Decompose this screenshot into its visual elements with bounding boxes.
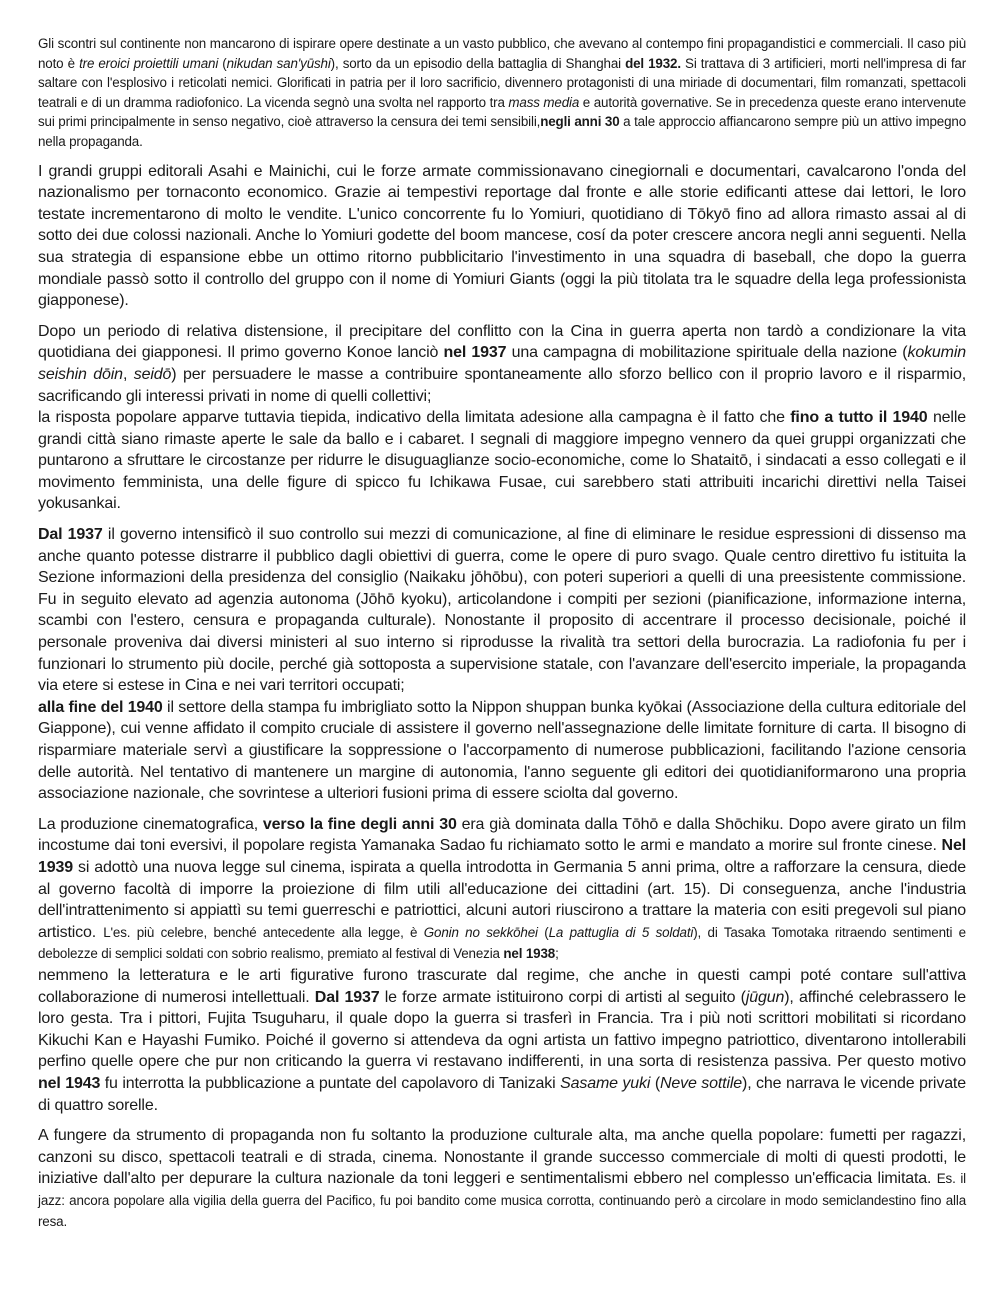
text-run: ), sorto da un episodio della battaglia di Shanghai xyxy=(330,55,626,71)
italic-text: jūgun xyxy=(745,988,785,1006)
paragraph xyxy=(38,524,966,805)
paragraph-line-group xyxy=(38,697,966,805)
italic-text: La pattuglia di 5 soldati xyxy=(548,924,694,940)
text-run: nemmeno la letteratura e le arti figurative furono trascurate dal regime, che anche in questi campi poté contare sull'attiva collaborazione di numerosi intellettuali. xyxy=(38,966,966,1006)
paragraph-line-group xyxy=(38,1125,966,1233)
bold-text: verso la fine degli anni 30 xyxy=(262,815,457,833)
text-run: Es. il jazz: ancora popolare alla vigilia della guerra del Pacifico, fu poi bandito come musica corrotta, continuando però a circolare in modo semiclandestino fino alla resa. xyxy=(38,1171,967,1230)
bold-text: nel 1938 xyxy=(503,946,556,962)
bold-text: Dal 1937 xyxy=(314,988,380,1006)
paragraph-line-group xyxy=(38,34,966,152)
paragraph xyxy=(38,1125,966,1233)
bold-text: del 1932. xyxy=(625,55,681,71)
text-run: ( xyxy=(650,1074,660,1092)
text-run: La produzione cinematografica, xyxy=(38,815,263,833)
text-run: L'es. più celebre, benché antecedente alla legge, è xyxy=(103,924,424,940)
text-run: , xyxy=(122,365,134,383)
text-run: il settore della stampa fu imbrigliato sotto la Nippon shuppan bunka kyōkai (Associazione della cultura editoriale del Giappone), cui venne affidato il compito cruciale di assistere il governo nell'assegnazione delle limitate forniture di carta. Il bisogno di risparmiare materiale servì a giustificare la soppressione o l'accorpamento di numerose pubblicazioni, facilitando l'azione censoria delle autorità. Nel tentativo di mantenere un margine di autonomia, l'anno seguente gli editori dei quotidianiformarono una propria associazione nazionale, che sovrintese a ulteriori fusioni prima di essere sciolta dal governo. xyxy=(38,698,966,803)
italic-text: Sasame yuki xyxy=(560,1074,651,1092)
text-run: Si trattava di 3 artificieri, morti nell'impresa di far saltare con l'esplosivo i reticolati nemici. Glorificati in patria per il loro sacrificio, divennero protagonisti di una miriade di documentari, film romanzati, spettacoli teatrali e di un dramma radiofonico. La vicenda segnò una svolta nel rapporto tra xyxy=(38,55,967,110)
text-run: Dopo un periodo di relativa distensione, il precipitare del conflitto con la Cina in guerra aperta non tardò a condizionare la vita quotidiana dei giapponesi. Il primo governo Konoe lanciò xyxy=(38,322,966,362)
italic-text: seidō xyxy=(133,365,172,383)
text-run: una campagna di mobilitazione spirituale della nazione ( xyxy=(506,344,908,362)
paragraph xyxy=(38,161,966,312)
italic-text: Gonin no sekkōhei xyxy=(423,924,538,940)
text-run: il governo intensificò il suo controllo sui mezzi di comunicazione, al fine di eliminare le residue espressioni di dissenso ma anche quanto potesse distrarre il pubblico dagli obiettivi di guerra, come le opere di puro svago. Quale centro direttivo fu istituita la Sezione informazioni della presidenza del consiglio (Naikaku jōhōbu), con poteri superiori a quelli di una preesistente commissione. Fu in seguito elevato ad agenzia autonoma (Jōhō kyoku), articolandone i compiti per sezioni (pianificazione, informazione interna, scambi con l'estero, censura e propaganda culturale). Nonostante il proposito di accentrare il processo decisionale, poiché il personale proveniva dai diversi ministeri al suo interno si riprodusse la rivalità tra settori della burocrazia. La radiofonia fu per i funzionari lo strumento più docile, perché già sottoposta a supervisione statale, con l'avanzare dell'esercito imperiale, la propaganda via etere si estese in Cina e nei vari territori occupati; xyxy=(38,526,966,695)
paragraph-line-group xyxy=(38,965,966,1116)
bold-text: nel 1937 xyxy=(443,344,507,362)
bold-text: alla fine del 1940 xyxy=(38,698,163,716)
text-run: I grandi gruppi editorali Asahi e Mainichi, cui le forze armate commissionavano cinegiornali e documentari, cavalcarono l'onda del nazionalismo per tornaconto economico. Grazie ai tempestivi reportage dal fronte e alle storie edificanti attese dai lettori, le loro testate incrementarono di molto le vendite. L'unico concorrente fu lo Yomiuri, quotidiano di Tōkyō fino ad allora rimasto assai al di sotto dei due colossi nazionali. Anche lo Yomiuri godette del boom mancese, cosí da poter crescere ancora negli anni seguenti. Nella sua strategia di espansione ebbe un ottimo ritorno pubblicitario l'investimento in una squadra di baseball, che dopo la guerra mondiale passò sotto il controllo del gruppo con il nome di Yomiuri Giants (oggi la più titolata tra le squadre della lega professionista giapponese). xyxy=(38,162,966,310)
italic-text: Neve sottile xyxy=(660,1074,743,1092)
italic-text: mass media xyxy=(508,94,580,110)
bold-text: negli anni 30 xyxy=(540,114,620,130)
text-run: le forze armate istituirono corpi di artisti al seguito ( xyxy=(379,988,746,1006)
italic-text: nikudan san'yūshi xyxy=(226,55,331,71)
text-run: ), che narrava le vicende private di quattro sorelle. xyxy=(38,1074,966,1114)
paragraph xyxy=(38,321,966,515)
text-run: era già dominata dalla Tōhō e dalla Shōchiku. Dopo avere girato un film incostume dai toni eversivi, il popolare regista Yamanaka Sadao fu richiamato sotto le armi e mandato a morire sul fronte cinese. xyxy=(38,815,967,855)
text-run: ), di Tasaka Tomotaka ritraendo sentimenti e debolezze di semplici soldati con sobrio realismo, premiato al festival di Venezia xyxy=(38,924,966,962)
text-run: ), affinché celebrassero le loro gesta. Tra i pittori, Fujita Tsuguharu, il quale dopo la guerra si trasferì in Francia. Tra i più noti scrittori mobilitati si ricordano Kikuchi Kan e Hayashi Fumiko. Poiché il governo si attendeva da ogni artista un fattivo impegno patriottico, diventarono intollerabili perfino quelle opere che pur non criticando la guerra vi restavano indifferenti, in una sorta di resistenza passiva. Per questo motivo xyxy=(38,988,966,1071)
text-run: ; xyxy=(555,946,559,962)
paragraph xyxy=(38,34,966,152)
text-run: nelle grandi città siano rimaste aperte le sale da ballo e i cabaret. I segnali di maggiore impegno vennero da quei gruppi organizzati che puntarono a sfruttare le circostanze per ridurre le disuguaglianze socio-economiche, come lo Shataitō, i sindacati a esso collegati e il movimento femminista, una delle figure di spicco fu Ichikawa Fusae, cui sarebbero stati attribuiti incarichi direttivi nella Taisei yokusankai. xyxy=(38,409,966,513)
text-run: si adottò una nuova legge sul cinema, ispirata a quella introdotta in Germania 5 anni prima, oltre a rafforzare la censura, diede al governo facoltà di imporre la proiezione di film utili all'educazione dei cittadini (art. 15). Di conseguenza, anche l'industria dell'intrattenimento si appiattì su temi guerreschi e patriottici, alcuni autori riuscirono a trattare la materia con esiti pregevoli sul piano artistico. xyxy=(38,858,966,941)
text-run: Gli scontri sul continente non mancarono di ispirare opere destinate a un vasto pubblico, che avevano al contempo fini propagandistici e commerciali. Il caso più noto è xyxy=(38,36,966,71)
bold-text: Dal 1937 xyxy=(38,526,103,544)
bold-text: fino a tutto il 1940 xyxy=(790,409,928,427)
paragraph-line-group xyxy=(38,161,966,312)
text-run: ( xyxy=(218,55,227,71)
text-run: ( xyxy=(537,924,549,940)
bold-text: Nel 1939 xyxy=(38,837,966,876)
text-run: e autorità governative. Se in precedenza queste erano intervenute sui primi principalmente in senso negativo, cioè attraverso la censura dei temi sensibili, xyxy=(38,94,966,130)
text-run: la risposta popolare apparve tuttavia tiepida, indicativo della limitata adesione alla campagna è il fatto che xyxy=(38,409,791,427)
text-run: A fungere da strumento di propaganda non fu soltanto la produzione culturale alta, ma anche quella popolare: fumetti per ragazzi, canzoni su disco, spettacoli teatrali e di strada, cinema. Nonostante il grande successo commerciale di molti di questi prodotti, le iniziative dall'alto per depurare la cultura nazionale da toni leggeri e sentimentalismi ebbero nel complesso un'efficacia limitata. xyxy=(38,1127,966,1188)
paragraph-line-group xyxy=(38,814,966,965)
italic-text: kokumin seishin dōin xyxy=(38,344,966,383)
text-run: a tale approccio affiancarono sempre più un attivo impegno nella propaganda. xyxy=(38,114,966,149)
paragraph-line-group xyxy=(38,321,966,407)
text-run: fu interrotta la pubblicazione a puntate del capolavoro di Tanizaki xyxy=(100,1074,561,1092)
text-run: ) per persuadere le masse a contribuire spontaneamente allo sforzo bellico con il proprio lavoro e il risparmio, sacrificando gli interessi privati in nome di quelli collettivi; xyxy=(38,365,967,405)
paragraph-line-group xyxy=(38,407,966,515)
paragraph-line-group xyxy=(38,524,966,697)
document-page xyxy=(38,34,966,1242)
bold-text: nel 1943 xyxy=(38,1074,101,1092)
italic-text: tre eroici proiettili umani xyxy=(79,55,219,71)
paragraph xyxy=(38,814,966,1116)
